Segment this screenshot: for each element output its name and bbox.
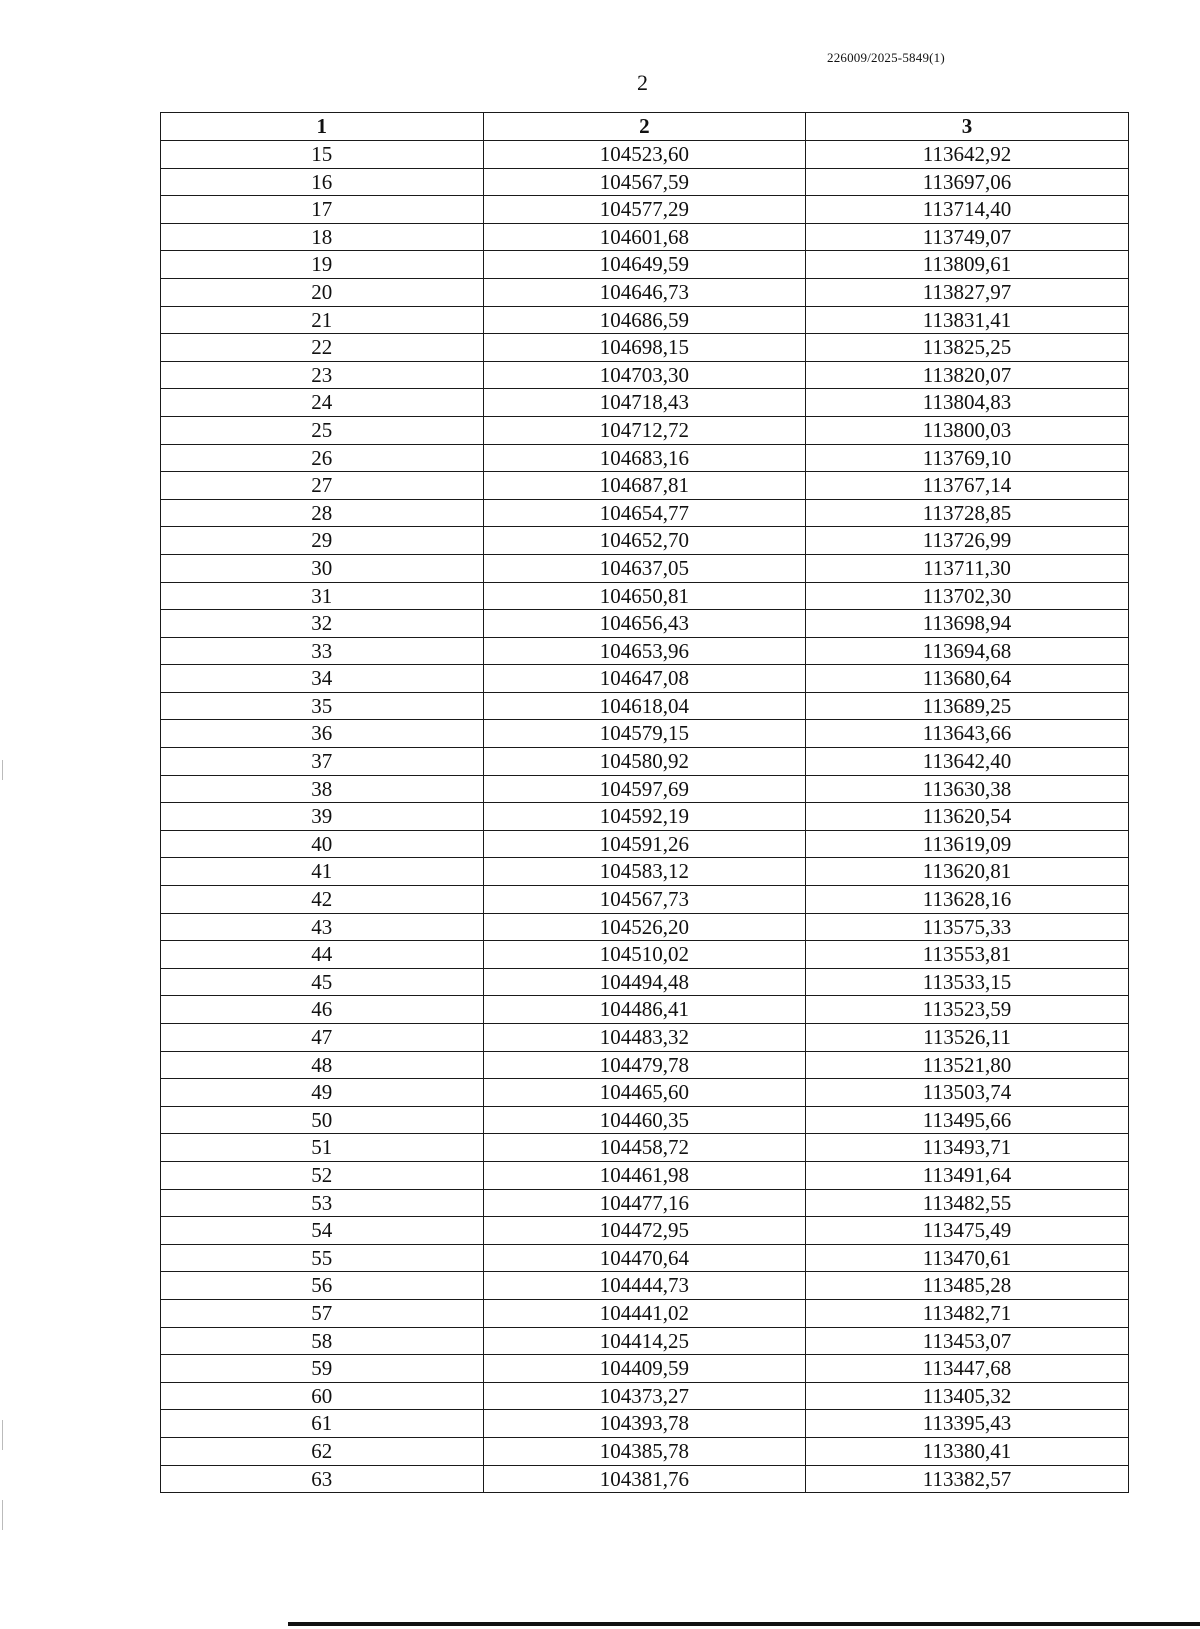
table-cell-col-2: 104718,43 — [483, 389, 806, 417]
table-cell-col-2: 104479,78 — [483, 1051, 806, 1079]
table-row — [161, 499, 1129, 527]
table-row — [161, 1272, 1129, 1300]
table-row — [161, 775, 1129, 803]
table-cell-col-2: 104580,92 — [483, 748, 806, 776]
column-header-2: 2 — [483, 113, 806, 141]
table-row — [161, 886, 1129, 914]
table-cell-col-1: 34 — [161, 665, 484, 693]
table-cell-col-2: 104577,29 — [483, 196, 806, 224]
table-cell-col-2: 104653,96 — [483, 637, 806, 665]
table-row — [161, 168, 1129, 196]
table-cell-col-1: 47 — [161, 1024, 484, 1052]
table-cell-col-3: 113697,06 — [806, 168, 1129, 196]
table-row — [161, 913, 1129, 941]
table-row — [161, 278, 1129, 306]
table-cell-col-2: 104601,68 — [483, 223, 806, 251]
table-row — [161, 941, 1129, 969]
table-cell-col-3: 113475,49 — [806, 1217, 1129, 1245]
table-row — [161, 389, 1129, 417]
table-cell-col-3: 113714,40 — [806, 196, 1129, 224]
table-row — [161, 1106, 1129, 1134]
table-cell-col-1: 21 — [161, 306, 484, 334]
coordinates-table — [160, 112, 1129, 1493]
table-row — [161, 251, 1129, 279]
table-row — [161, 1051, 1129, 1079]
table-row — [161, 1079, 1129, 1107]
table-cell-col-3: 113698,94 — [806, 610, 1129, 638]
table-cell-col-3: 113405,32 — [806, 1382, 1129, 1410]
scan-bottom-bar — [288, 1622, 1200, 1626]
table-cell-col-3: 113800,03 — [806, 416, 1129, 444]
table-row — [161, 1244, 1129, 1272]
table-cell-col-2: 104712,72 — [483, 416, 806, 444]
table-row — [161, 1382, 1129, 1410]
table-cell-col-3: 113482,71 — [806, 1299, 1129, 1327]
table-row — [161, 416, 1129, 444]
table-cell-col-2: 104646,73 — [483, 278, 806, 306]
table-cell-col-1: 22 — [161, 334, 484, 362]
table-cell-col-3: 113482,55 — [806, 1189, 1129, 1217]
scan-edge-mark — [2, 760, 3, 780]
table-cell-col-2: 104472,95 — [483, 1217, 806, 1245]
table-cell-col-1: 32 — [161, 610, 484, 638]
table-cell-col-2: 104618,04 — [483, 692, 806, 720]
table-cell-col-3: 113726,99 — [806, 527, 1129, 555]
table-cell-col-1: 24 — [161, 389, 484, 417]
table-cell-col-3: 113619,09 — [806, 830, 1129, 858]
table-cell-col-2: 104567,73 — [483, 886, 806, 914]
table-cell-col-3: 113523,59 — [806, 996, 1129, 1024]
table-row — [161, 472, 1129, 500]
table-cell-col-2: 104444,73 — [483, 1272, 806, 1300]
table-cell-col-2: 104373,27 — [483, 1382, 806, 1410]
table-cell-col-1: 55 — [161, 1244, 484, 1272]
table-cell-col-3: 113769,10 — [806, 444, 1129, 472]
table-cell-col-3: 113382,57 — [806, 1465, 1129, 1493]
table-cell-col-3: 113470,61 — [806, 1244, 1129, 1272]
table-cell-col-3: 113503,74 — [806, 1079, 1129, 1107]
table-cell-col-2: 104465,60 — [483, 1079, 806, 1107]
table-cell-col-3: 113680,64 — [806, 665, 1129, 693]
table-row — [161, 582, 1129, 610]
table-cell-col-3: 113831,41 — [806, 306, 1129, 334]
table-cell-col-2: 104486,41 — [483, 996, 806, 1024]
table-cell-col-3: 113628,16 — [806, 886, 1129, 914]
table-cell-col-1: 60 — [161, 1382, 484, 1410]
table-row — [161, 830, 1129, 858]
table-cell-col-1: 39 — [161, 803, 484, 831]
table-row — [161, 803, 1129, 831]
table-cell-col-1: 56 — [161, 1272, 484, 1300]
table-cell-col-2: 104649,59 — [483, 251, 806, 279]
table-cell-col-3: 113827,97 — [806, 278, 1129, 306]
table-cell-col-1: 30 — [161, 554, 484, 582]
table-cell-col-1: 20 — [161, 278, 484, 306]
table-cell-col-3: 113495,66 — [806, 1106, 1129, 1134]
table-cell-col-3: 113820,07 — [806, 361, 1129, 389]
table-cell-col-2: 104461,98 — [483, 1161, 806, 1189]
table-cell-col-2: 104381,76 — [483, 1465, 806, 1493]
table-cell-col-1: 29 — [161, 527, 484, 555]
table-row — [161, 996, 1129, 1024]
table-cell-col-3: 113380,41 — [806, 1437, 1129, 1465]
table-cell-col-1: 43 — [161, 913, 484, 941]
table-row — [161, 1410, 1129, 1438]
table-cell-col-2: 104510,02 — [483, 941, 806, 969]
table-cell-col-3: 113491,64 — [806, 1161, 1129, 1189]
table-cell-col-3: 113447,68 — [806, 1355, 1129, 1383]
table-row — [161, 223, 1129, 251]
table-cell-col-1: 28 — [161, 499, 484, 527]
table-cell-col-2: 104637,05 — [483, 554, 806, 582]
table-cell-col-1: 62 — [161, 1437, 484, 1465]
table-cell-col-3: 113485,28 — [806, 1272, 1129, 1300]
table-cell-col-1: 42 — [161, 886, 484, 914]
table-cell-col-2: 104483,32 — [483, 1024, 806, 1052]
scan-edge-mark — [2, 1500, 3, 1530]
table-cell-col-2: 104686,59 — [483, 306, 806, 334]
table-row — [161, 858, 1129, 886]
table-cell-col-2: 104458,72 — [483, 1134, 806, 1162]
table-cell-col-1: 38 — [161, 775, 484, 803]
table-cell-col-1: 19 — [161, 251, 484, 279]
column-header-1: 1 — [161, 113, 484, 141]
table-cell-col-1: 54 — [161, 1217, 484, 1245]
table-cell-col-2: 104441,02 — [483, 1299, 806, 1327]
scan-edge-mark — [2, 1420, 3, 1450]
table-cell-col-1: 40 — [161, 830, 484, 858]
table-cell-col-1: 58 — [161, 1327, 484, 1355]
table-row — [161, 748, 1129, 776]
table-cell-col-3: 113575,33 — [806, 913, 1129, 941]
table-cell-col-3: 113809,61 — [806, 251, 1129, 279]
table-row — [161, 1189, 1129, 1217]
table-cell-col-1: 37 — [161, 748, 484, 776]
table-cell-col-2: 104409,59 — [483, 1355, 806, 1383]
table-cell-col-1: 52 — [161, 1161, 484, 1189]
table-cell-col-2: 104703,30 — [483, 361, 806, 389]
table-cell-col-3: 113395,43 — [806, 1410, 1129, 1438]
table-cell-col-2: 104414,25 — [483, 1327, 806, 1355]
table-cell-col-1: 51 — [161, 1134, 484, 1162]
table-cell-col-3: 113728,85 — [806, 499, 1129, 527]
table-cell-col-3: 113702,30 — [806, 582, 1129, 610]
table-cell-col-2: 104477,16 — [483, 1189, 806, 1217]
document-reference-number: 226009/2025-5849(1) — [827, 50, 945, 65]
table-row — [161, 1465, 1129, 1493]
table-cell-col-1: 57 — [161, 1299, 484, 1327]
table-cell-col-1: 25 — [161, 416, 484, 444]
table-cell-col-1: 41 — [161, 858, 484, 886]
column-header-3: 3 — [806, 113, 1129, 141]
table-cell-col-3: 113694,68 — [806, 637, 1129, 665]
table-cell-col-2: 104656,43 — [483, 610, 806, 638]
table-cell-col-2: 104654,77 — [483, 499, 806, 527]
table-row — [161, 1024, 1129, 1052]
table-cell-col-2: 104494,48 — [483, 968, 806, 996]
table-cell-col-2: 104652,70 — [483, 527, 806, 555]
table-cell-col-3: 113689,25 — [806, 692, 1129, 720]
table-cell-col-2: 104583,12 — [483, 858, 806, 886]
table-cell-col-2: 104460,35 — [483, 1106, 806, 1134]
table-row — [161, 361, 1129, 389]
table-cell-col-2: 104698,15 — [483, 334, 806, 362]
table-cell-col-3: 113642,40 — [806, 748, 1129, 776]
table-cell-col-1: 27 — [161, 472, 484, 500]
table-cell-col-3: 113804,83 — [806, 389, 1129, 417]
table-cell-col-3: 113620,81 — [806, 858, 1129, 886]
table-cell-col-3: 113453,07 — [806, 1327, 1129, 1355]
table-cell-col-3: 113749,07 — [806, 223, 1129, 251]
table-cell-col-2: 104591,26 — [483, 830, 806, 858]
table-cell-col-1: 36 — [161, 720, 484, 748]
table-cell-col-1: 35 — [161, 692, 484, 720]
table-row — [161, 554, 1129, 582]
table-cell-col-1: 33 — [161, 637, 484, 665]
table-cell-col-2: 104470,64 — [483, 1244, 806, 1272]
table-cell-col-1: 53 — [161, 1189, 484, 1217]
table-cell-col-1: 23 — [161, 361, 484, 389]
table-cell-col-2: 104385,78 — [483, 1437, 806, 1465]
table-cell-col-2: 104592,19 — [483, 803, 806, 831]
table-row — [161, 334, 1129, 362]
table-cell-col-2: 104650,81 — [483, 582, 806, 610]
table-row — [161, 692, 1129, 720]
table-cell-col-1: 16 — [161, 168, 484, 196]
table-row — [161, 196, 1129, 224]
table-cell-col-3: 113521,80 — [806, 1051, 1129, 1079]
table-cell-col-3: 113642,92 — [806, 141, 1129, 169]
table-row — [161, 444, 1129, 472]
table-row — [161, 610, 1129, 638]
table-cell-col-1: 63 — [161, 1465, 484, 1493]
table-cell-col-1: 49 — [161, 1079, 484, 1107]
table-cell-col-1: 44 — [161, 941, 484, 969]
table-cell-col-3: 113533,15 — [806, 968, 1129, 996]
table-row — [161, 665, 1129, 693]
table-cell-col-2: 104526,20 — [483, 913, 806, 941]
table-cell-col-3: 113767,14 — [806, 472, 1129, 500]
table-cell-col-1: 50 — [161, 1106, 484, 1134]
page-number: 2 — [637, 70, 648, 95]
table-cell-col-1: 31 — [161, 582, 484, 610]
table-cell-col-1: 59 — [161, 1355, 484, 1383]
table-row — [161, 141, 1129, 169]
table-row — [161, 1327, 1129, 1355]
table-row — [161, 1161, 1129, 1189]
table-cell-col-2: 104523,60 — [483, 141, 806, 169]
table-cell-col-3: 113620,54 — [806, 803, 1129, 831]
table-row — [161, 968, 1129, 996]
table-cell-col-1: 15 — [161, 141, 484, 169]
table-cell-col-1: 18 — [161, 223, 484, 251]
table-row — [161, 1134, 1129, 1162]
table-cell-col-2: 104647,08 — [483, 665, 806, 693]
table-cell-col-3: 113493,71 — [806, 1134, 1129, 1162]
table-row — [161, 1355, 1129, 1383]
table-cell-col-1: 45 — [161, 968, 484, 996]
table-cell-col-3: 113553,81 — [806, 941, 1129, 969]
table-cell-col-3: 113526,11 — [806, 1024, 1129, 1052]
table-cell-col-3: 113711,30 — [806, 554, 1129, 582]
table-cell-col-3: 113825,25 — [806, 334, 1129, 362]
table-row — [161, 1299, 1129, 1327]
table-row — [161, 1437, 1129, 1465]
table-row — [161, 1217, 1129, 1245]
table-cell-col-1: 48 — [161, 1051, 484, 1079]
table-row — [161, 306, 1129, 334]
table-cell-col-2: 104683,16 — [483, 444, 806, 472]
table-cell-col-3: 113630,38 — [806, 775, 1129, 803]
table-cell-col-2: 104567,59 — [483, 168, 806, 196]
table-header-row — [161, 113, 1129, 141]
table-cell-col-1: 17 — [161, 196, 484, 224]
table-row — [161, 720, 1129, 748]
table-row — [161, 527, 1129, 555]
table-cell-col-1: 61 — [161, 1410, 484, 1438]
table-body — [161, 141, 1129, 1493]
table-cell-col-1: 26 — [161, 444, 484, 472]
table-cell-col-2: 104687,81 — [483, 472, 806, 500]
table-cell-col-2: 104393,78 — [483, 1410, 806, 1438]
table-cell-col-3: 113643,66 — [806, 720, 1129, 748]
table-cell-col-1: 46 — [161, 996, 484, 1024]
table-row — [161, 637, 1129, 665]
table-cell-col-2: 104579,15 — [483, 720, 806, 748]
table-cell-col-2: 104597,69 — [483, 775, 806, 803]
